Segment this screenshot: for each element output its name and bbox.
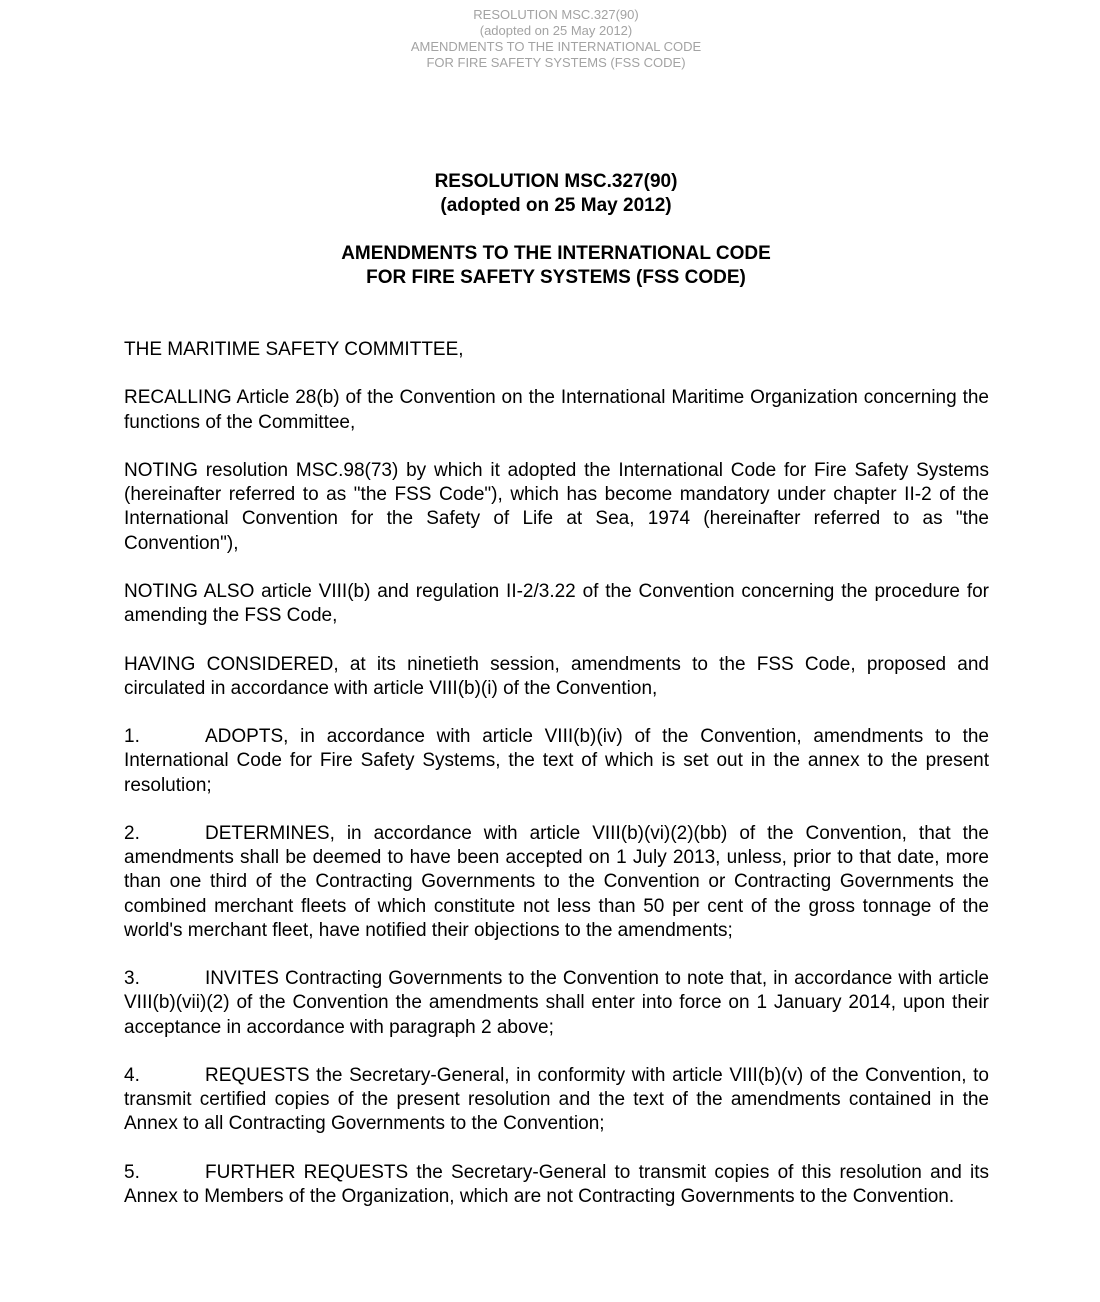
paragraph-number: 1. (124, 726, 140, 748)
paragraph-number: 5. (124, 1161, 140, 1183)
subject-title: AMENDMENTS TO THE INTERNATIONAL CODE (341, 243, 771, 264)
paragraph-number: 4. (124, 1064, 140, 1086)
operative-paragraph (124, 967, 989, 1040)
operative-paragraph (124, 1064, 989, 1137)
preamble-having-considered: HAVING CONSIDERED, at its ninetieth session, amendments to the FSS Code, proposed and circulated in accordance with article VIII(b)(i) of the Convention, (124, 653, 989, 699)
running-header-line: RESOLUTION MSC.327(90) (473, 7, 639, 22)
preamble-noting: NOTING resolution MSC.98(73) by which it adopted the International Code for Fire Safety Systems (hereinafter referred to as "the FSS Code"), which has become mandatory under chapter II-2 of the International Convention for the Safety of Life at Sea, 1974 (hereinafter referred to as "the Convention"), (124, 459, 989, 554)
running-header-line: FOR FIRE SAFETY SYSTEMS (FSS CODE) (426, 55, 686, 70)
preamble-noting-also: NOTING ALSO article VIII(b) and regulation II-2/3.22 of the Convention concerning the procedure for amending the FSS Code, (124, 580, 989, 627)
running-header-line: AMENDMENTS TO THE INTERNATIONAL CODE (410, 39, 702, 54)
paragraph-text: ADOPTS, in accordance with article VIII(b)(iv) of the Convention, amendments to the International Code for Fire Safety Systems, the text of which is set out in the annex to the present resolution; (124, 726, 989, 796)
running-header-line: (adopted on 25 May 2012) (479, 23, 633, 38)
paragraph-text: FURTHER REQUESTS the Secretary-General to transmit copies of this resolution and its Annex to Members of the Organization, which are not Contracting Governments to the Convention. (124, 1161, 989, 1207)
operative-paragraph (124, 1161, 989, 1209)
operative-paragraph (124, 822, 989, 943)
running-header (0, 7, 1100, 71)
preamble-recalling: RECALLING Article 28(b) of the Convention on the International Maritime Organization concerning the functions of the Committee, (124, 387, 989, 433)
resolution-title: RESOLUTION MSC.327(90) (434, 171, 678, 192)
committee-line: THE MARITIME SAFETY COMMITTEE, (124, 339, 464, 360)
paragraph-text: REQUESTS the Secretary-General, in conformity with article VIII(b)(v) of the Convention, to transmit certified copies of the present resolution and the text of the amendments contained in the Annex to all Contracting Governments to the Convention; (124, 1064, 989, 1135)
document-body (124, 338, 989, 1209)
paragraph-number: 2. (124, 822, 140, 844)
spacer (0, 218, 1100, 242)
subject-title: FOR FIRE SAFETY SYSTEMS (FSS CODE) (366, 267, 746, 288)
operative-paragraph (124, 725, 989, 798)
title-block (0, 170, 1100, 290)
adoption-date: (adopted on 25 May 2012) (440, 195, 672, 216)
paragraph-text: DETERMINES, in accordance with article VIII(b)(vi)(2)(bb) of the Convention, that the amendments shall be deemed to have been accepted on 1 July 2013, unless, prior to that date, more than one third of the Contracting Governments to the Convention or Contracting Governments the combined merchant fleets of which constitute not less than 50 per cent of the gross tonnage of the world's merchant fleet, have notified their objections to the amendments; (124, 822, 989, 941)
paragraph-text: INVITES Contracting Governments to the Convention to note that, in accordance with article VIII(b)(vii)(2) of the Convention the amendments shall enter into force on 1 January 2014, upon their acceptance in accordance with paragraph 2 above; (124, 968, 989, 1038)
paragraph-number: 3. (124, 968, 140, 990)
